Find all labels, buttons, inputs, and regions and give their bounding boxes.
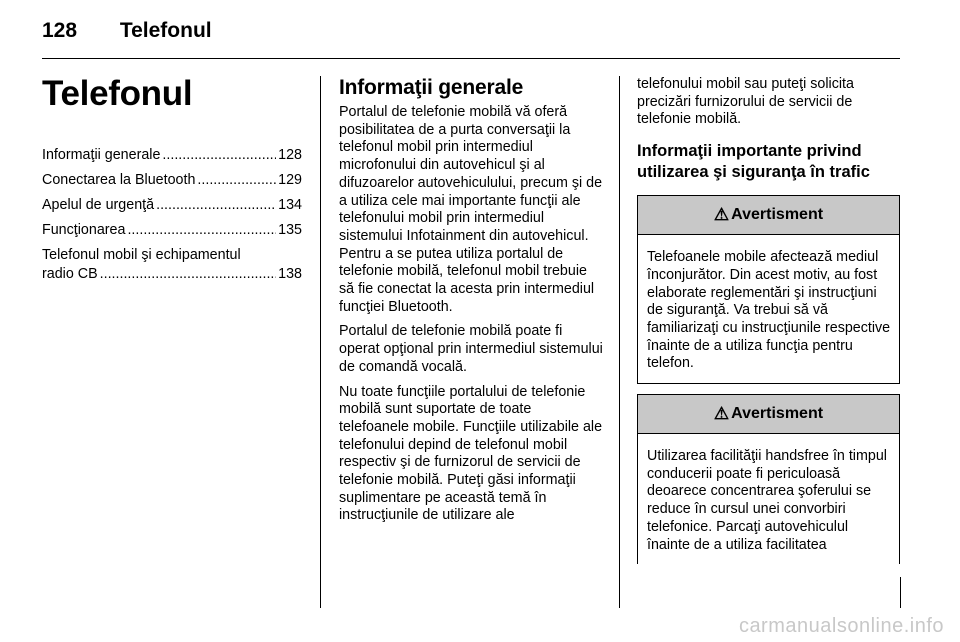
warning-title: Avertisment <box>731 206 824 224</box>
warning-box-edge <box>900 577 901 608</box>
page-number: 128 <box>42 19 78 42</box>
toc-leader <box>156 196 276 215</box>
page-header <box>42 19 212 43</box>
toc-item-label: Conectarea la Bluetooth <box>42 172 196 188</box>
column-divider-left <box>320 76 321 608</box>
toc-item-label: Apelul de urgenţă <box>42 197 155 213</box>
warning-triangle-icon: ⚠ <box>713 404 730 424</box>
right-column <box>637 76 900 574</box>
toc-item[interactable] <box>42 196 302 215</box>
warning-triangle-icon: ⚠ <box>713 205 730 225</box>
header-section-title: Telefonul <box>119 19 212 42</box>
toc-item-label: radio CB <box>42 266 98 282</box>
warning-box <box>637 394 900 564</box>
chapter-title: Telefonul <box>42 74 193 113</box>
subsection-heading: Informaţii importante privind utilizarea şi siguranţa în trafic <box>637 142 870 182</box>
toc-leader <box>127 221 276 240</box>
toc-item-page: 129 <box>278 172 302 188</box>
toc-leader <box>197 171 276 190</box>
toc-item[interactable] <box>42 246 302 284</box>
warning-box <box>637 195 900 384</box>
column-divider-right <box>619 76 620 608</box>
header-rule <box>42 58 900 59</box>
warning-body: Utilizarea facilităţii handsfree în timpul conducerii poate fi periculoasă deoarece concentrarea şoferului se reduce în cursul unei convorbiri telefonice. Parcaţi autovehiculul înainte de a utiliza facilitatea <box>647 448 887 553</box>
toc-item-page: 134 <box>278 197 302 213</box>
warning-header <box>638 196 899 235</box>
toc-item-page: 135 <box>278 222 302 238</box>
paragraph-continuation: telefonului mobil sau puteţi solicita precizări furnizorului de servicii de telefonie mobilă. <box>637 76 854 128</box>
warning-body: Telefoanele mobile afectează mediul înconjurător. Din acest motiv, au fost elaborate reglementări şi instrucţiuni de siguranţă. Va trebui să vă familiarizaţi cu instrucţiunile respective înainte de a utiliza funcţia pentru telefon. <box>647 249 891 372</box>
warning-header <box>638 395 899 434</box>
paragraph: Portalul de telefonie mobilă poate fi operat opţional prin intermediul sistemului de comandă vocală. <box>339 323 603 375</box>
paragraph: Nu toate funcţiile portalului de telefonie mobilă sunt suportate de toate telefoanele mobile. Funcţiile utilizabile ale telefonului depind de telefonul mobil respectiv şi de furnizorul de servicii de telefonie mobilă. Puteţi găsi informaţii suplimentare pe această temă în instrucţiunile de utilizare ale <box>339 383 603 524</box>
toc-item[interactable] <box>42 146 302 165</box>
toc-leader <box>100 265 277 284</box>
toc-item[interactable] <box>42 171 302 190</box>
toc-item-page: 138 <box>278 266 302 282</box>
paragraph: Portalul de telefonie mobilă vă oferă posibilitatea de a purta conversaţii la telefonul mobil prin intermediul microfonului din autovehicul şi al difuzoarelor autovehiculului, precum şi de a utiliza cele mai importante funcţii ale telefonului mobil prin intermediul sistemului Infotainment din autovehicul. Pentru a se putea utiliza portalul de telefonie mobilă, telefonul mobil trebuie să fie conectat la acesta prin intermediul funcţiei Bluetooth. <box>339 104 603 315</box>
toc-leader <box>162 146 276 165</box>
main-column <box>339 76 603 532</box>
watermark: carmanualsonline.info <box>738 615 944 637</box>
section-heading: Informaţii generale <box>339 76 524 99</box>
toc-item-page: 128 <box>278 147 302 163</box>
toc-item[interactable] <box>42 221 302 240</box>
toc-item-label: Funcţionarea <box>42 222 126 238</box>
toc-column <box>42 74 302 284</box>
toc-item-label: Informaţii generale <box>42 147 161 163</box>
warning-title: Avertisment <box>731 405 824 423</box>
toc-item-label-line1: Telefonul mobil şi echipamentul <box>42 247 241 263</box>
